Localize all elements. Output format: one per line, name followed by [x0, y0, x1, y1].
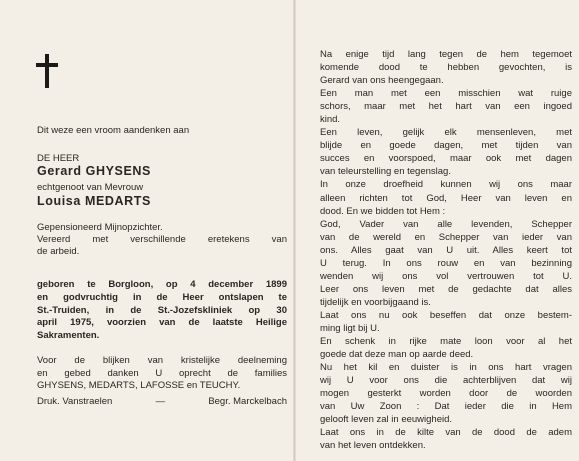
intro-text: Dit weze een vroom aandenken aan: [37, 125, 190, 136]
spouse-line: echtgenoot van Mevrouw: [37, 182, 144, 193]
prayer-line: van het leven ontdekken.: [320, 440, 426, 452]
printer-name: Druk. Vanstraelen: [37, 396, 113, 407]
birth-line: april 1975, voorzien van de laatste Heilige: [37, 317, 287, 329]
prayer-line: Nu het kil en duister is in ons hart vragen: [320, 362, 572, 374]
prayer-line: wenden wij ons vol vertrouwen tot U.: [320, 270, 572, 282]
prayer-line: mogen gesterkt worden door de woorden: [320, 388, 572, 400]
cross-icon: [36, 54, 58, 88]
spouse-name: Louisa MEDARTS: [37, 194, 151, 208]
prayer-line: tijdelijk en voorbijgaand is.: [320, 296, 431, 308]
birth-death-block: [37, 279, 287, 343]
prayer-line: ons. Alles gaat van U uit. Alles keert tot: [320, 244, 572, 256]
prayer-line: dood. En we bidden tot Hem :: [320, 205, 446, 217]
prayer-line: God, Vader van alle levenden, Schepper: [320, 218, 572, 230]
prayer-line: Een man met een misschien wat ruige: [320, 88, 572, 100]
prayer-line: van Uw Zoon : Dat ieder die in Hem: [320, 401, 572, 413]
birth-line: St.-Truiden, in de St.-Jozefskliniek op 30: [37, 304, 287, 316]
prayer-line: Na enige tijd lang tegen de hem tegemoet: [320, 49, 572, 60]
right-page: [296, 0, 579, 461]
prayer-line: wij U voor ons die achterblijven dat wij: [320, 375, 572, 387]
printer-credits: [37, 396, 287, 407]
prayer-text: [320, 48, 572, 452]
prayer-line: En schenk in rijke mate loon voor al het: [320, 336, 572, 348]
thanks-line: Voor de blijken van kristelijke deelneming: [37, 355, 287, 366]
birth-line: en godvruchtig in de Heer ontslapen te: [37, 291, 287, 303]
thanks-line: GHYSENS, MEDARTS, LAFOSSE en TEUCHY.: [37, 380, 241, 392]
prayer-line: succes en voorspoed, maar ook met dagen: [320, 153, 572, 165]
prayer-line: blijde en goede dagen, met tijden van: [320, 140, 572, 152]
birth-line: Sakramenten.: [37, 330, 100, 342]
prayer-line: Gerard van ons heengegaan.: [320, 75, 444, 87]
occupation-line: Gepensioneerd Mijnopzichter.: [37, 222, 163, 233]
prayer-line: U terug. In ons rouw en van bezinning: [320, 257, 572, 269]
prayer-line: gelooft leven zal in eeuwigheid.: [320, 414, 453, 426]
prayer-line: Een leven, gelijk elk mensenleven, met: [320, 127, 572, 139]
deceased-name: Gerard GHYSENS: [37, 164, 151, 178]
prayer-line: In onze droefheid kunnen wij ons maar: [320, 179, 572, 191]
prayer-line: alleen richten tot God, Heer van leven en: [320, 192, 572, 204]
prayer-line: Laat ons nu ook beseffen dat onze bestem-: [320, 309, 572, 321]
thanks-line: en gebed danken U oprecht de families: [37, 367, 287, 379]
honors-line-2: de arbeid.: [37, 246, 80, 257]
prayer-line: van teleurstelling en tegenslag.: [320, 166, 451, 178]
prayer-line: goede dat deze man op aarde deed.: [320, 349, 474, 361]
prayer-line: ming ligt bij U.: [320, 322, 380, 334]
prayer-line: Leer ons leven met de gedachte dat alles: [320, 283, 572, 295]
prayer-line: schors, maar met het hart van een ingoed: [320, 101, 572, 113]
undertaker-name: Begr. Marckelbach: [208, 396, 287, 407]
prayer-line: Laat ons in de kilte van de dood de adem: [320, 427, 572, 439]
prayer-line: komende dood te hebben gevochten, is: [320, 62, 572, 74]
prayer-line: van de wereld en Schepper van ieder van: [320, 231, 572, 243]
honors-line: Vereerd met verschillende eretekens van: [37, 234, 287, 245]
thanks-block: [37, 355, 287, 393]
birth-line: geboren te Borgloon, op 4 december 1899: [37, 279, 287, 290]
de-heer-label: DE HEER: [37, 153, 80, 164]
printer-dash: —: [155, 396, 166, 407]
prayer-line: kind.: [320, 114, 341, 126]
